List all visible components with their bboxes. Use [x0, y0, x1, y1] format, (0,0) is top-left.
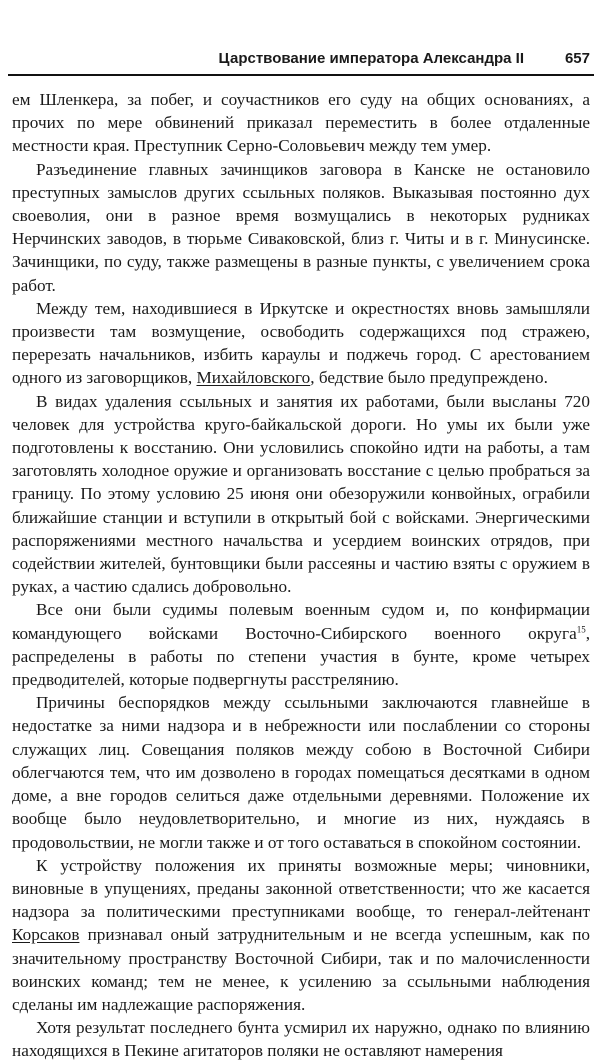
paragraph-text: , бедствие было предупреждено.	[310, 368, 548, 388]
paragraph: Разъединение главных зачинщиков заговора в Канске не остановило преступных замыслов других ссыльных поляков. Выказывая постоянно дух своеволия, они в разное время возмущались в некоторых рудниках Нерчинских заводов, в тюрьме Сиваковской, близ г. Читы и в г. Минусинске. Зачинщики, по суду, также размещены в разные пункты, с увеличением срока работ.	[12, 159, 590, 295]
paragraph: ем Шленкера, за побег, и соучастников его суду на общих основаниях, а прочих по мере обвинений приказал переместить в более отдаленные местности края. Преступник Серно-Соловьевич между тем умер.	[12, 90, 590, 156]
paragraph-text: , распределены в работы по степени участия в бунте, кроме четырех предводителей, которые подвергнуты расстрелянию.	[12, 623, 590, 690]
running-title: Царствование императора Александра II	[218, 50, 524, 67]
paragraph-text: К устройству положения их приняты возможные меры; чиновники, виновные в упущениях, преданы законной ответственности; что же касается надзора за политическими преступниками вообще, то генерал-лейтенант	[12, 855, 590, 922]
name-link-mikhailovsky[interactable]: Михайловского	[196, 368, 311, 388]
body-text	[12, 88, 590, 1063]
paragraph: Причины беспорядков между ссыльными заключаются главнейше в недостатке за ними надзора и в небрежности или послаблении со стороны служащих лиц. Совещания поляков между собою в Восточной Сибири облегчаются тем, что им дозволено в городах помещаться десятками в одном доме, а вне городов селиться даже отдельными деревнями. Положение их вообще было неудовлетворительно, и многие из них, нуждаясь в продовольствии, не могли также и от того оставаться в спокойном состоянии.	[12, 693, 590, 852]
paragraph	[12, 598, 590, 691]
name-link-korsakov[interactable]: Корсаков	[12, 925, 80, 945]
paragraph: Хотя результат последнего бунта усмирил их наружно, однако по влиянию находящихся в Пекине агитаторов поляки не оставляют намерения	[12, 1018, 590, 1061]
page-header	[8, 44, 594, 76]
paragraph: В видах удаления ссыльных и занятия их работами, были высланы 720 человек для устройства круго-байкальской дороги. Но умы их были уже подготовлены к восстанию. Они условились спокойно идти на работы, а там заготовлять холодное оружие и организовать восстание с целью пробраться за границу. По этому условию 25 июня они обезоружили конвойных, ограбили ближайшие станции и вступили в открытый бой с войсками. Энергическими распоряжениями местного начальства и усердием воинских отрядов, при содействии жителей, бунтовщики были рассеяны и частию взяты с оружием в руках, а частию сдались добровольно.	[12, 391, 590, 597]
footnote-marker[interactable]: 15	[576, 623, 586, 634]
page-number: 657	[564, 50, 590, 67]
paragraph	[12, 297, 590, 390]
paragraph	[12, 854, 590, 1016]
paragraph-text: Все они были судимы полевым военным судом и, по конфирмации командующего войсками Восточно-Сибирского военного округа	[12, 600, 590, 643]
paragraph-text: признавал оный затруднительным и не всегда успешным, как по значительному пространству Восточной Сибири, так и по малочисленности воинских команд; тем не менее, к усилению за ссыльными наблюдения сделаны им надлежащие распоряжения.	[12, 925, 590, 1014]
paragraph-text: Между тем, находившиеся в Иркутске и окрестностях вновь замышляли произвести там возмущение, освободить содержащихся под стражею, перерезать начальников, избить караулы и поджечь город. С арестованием одного из заговорщиков,	[12, 298, 590, 388]
